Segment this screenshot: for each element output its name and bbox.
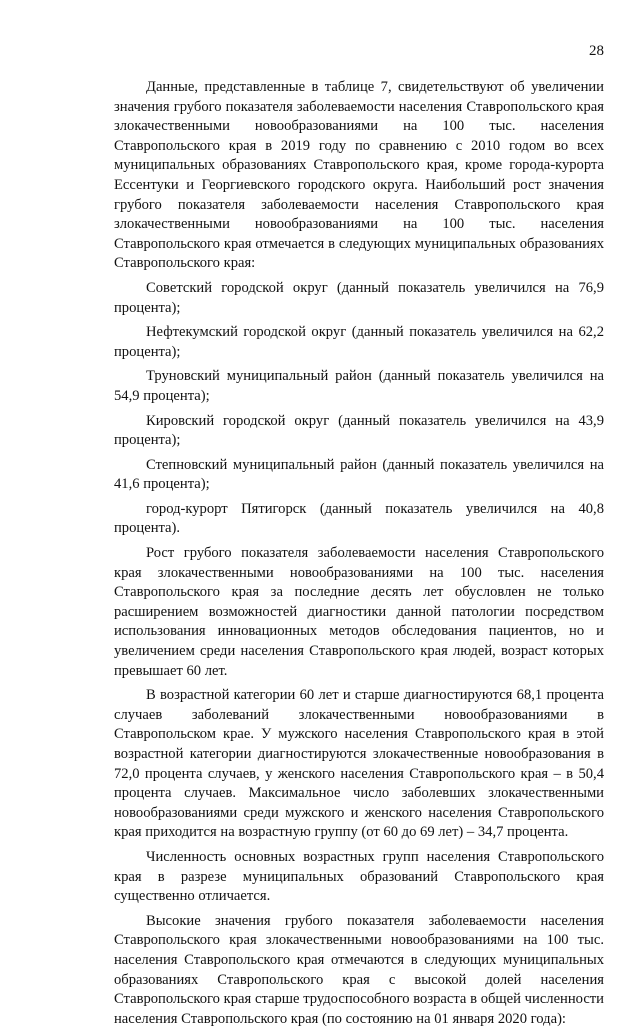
paragraph-age-category: В возрастной категории 60 лет и старше диагностируются 68,1 процента случаев заболеваний злокачественными новообразованиями в Ставропольском крае. У мужского населения Ставропольского края в этой возрастной категории диагностируются злокачественные новообразования в 72,0 процента случаев, у женского населения Ставропольского края – в 50,4 процента случаев. Максимальное число заболевших злокачественными новообразованиями среди мужского и женского населения Ставропольского края приходится на возрастную группу (от 60 до 69 лет) – 34,7 процента.	[114, 687, 604, 841]
page-number: 28	[589, 43, 604, 59]
document-body	[114, 78, 604, 1029]
list-item-pyatigorsk: город-курорт Пятигорск (данный показатель увеличился на 40,8 процента).	[114, 500, 604, 537]
paragraph-growth-reasons: Рост грубого показателя заболеваемости населения Ставропольского края злокачественными новообразованиями на 100 тыс. населения Ставропольского края за последние десять лет обусловлен не только расширением возможностей диагностики данной патологии посредством использования инновационных методов обследования пациентов, но и увеличением среди населения Ставропольского края людей, возраст которых превышает 60 лет.	[114, 545, 604, 679]
paragraph-age-groups: Численность основных возрастных групп населения Ставропольского края в разрезе муниципальных образований Ставропольского края существенно отличается.	[114, 848, 604, 905]
list-item-sovetsky: Советский городской округ (данный показатель увеличился на 76,9 процента);	[114, 279, 604, 316]
paragraph-intro: Данные, представленные в таблице 7, свидетельствуют об увеличении значения грубого показателя заболеваемости населения Ставропольского края злокачественными новообразованиями на 100 тыс. населения Ставропольского края в 2019 году по сравнению с 2010 годом во всех муниципальных образованиях Ставропольского края, кроме города-курорта Ессентуки и Георгиевского городского округа. Наибольший рост значения грубого показателя заболеваемости населения Ставропольского края злокачественными новообразованиями на 100 тыс. населения Ставропольского края отмечается в следующих муниципальных образованиях Ставропольского края:	[114, 79, 604, 272]
list-item-neftekumsky: Нефтекумский городской округ (данный показатель увеличился на 62,2 процента);	[114, 324, 604, 360]
paragraph-high-values: Высокие значения грубого показателя заболеваемости населения Ставропольского края злокачественными новообразованиями на 100 тыс. населения Ставропольского края отмечаются в следующих муниципальных образованиях Ставропольского края с высокой долей населения Ставропольского края старше трудоспособного возраста в общей численности населения Ставропольского края (по состоянию на 01 января 2020 года):	[114, 912, 604, 1027]
list-item-kirovsky: Кировский городской округ (данный показатель увеличился на 43,9 процента);	[114, 412, 604, 449]
list-item-stepnovsky: Степновский муниципальный район (данный показатель увеличился на 41,6 процента);	[114, 456, 604, 493]
list-item-trunovsky: Труновский муниципальный район (данный показатель увеличился на 54,9 процента);	[114, 368, 604, 404]
